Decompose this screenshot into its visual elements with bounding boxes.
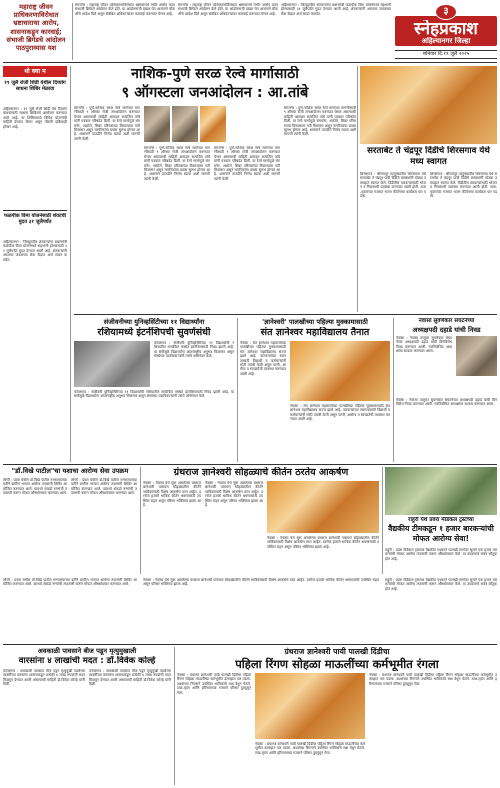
newasa-body-2: नेवासा : नेवासा तालुका सुवर्णकार संघटनेच्या अध्यक्षपदी दहाडे यांची बिनविरोध निवड करण्यात आली. नवनिर्वाचित अध्यक्षांचा सत्कार करण्यात आला.: [396, 398, 497, 407]
left-item3-body-col3: लोणी : प्रवरा येथील डॉ.विखे पाटील रुग्णालयाच्या वतीने ग्रामीण भागात आरोग्य तपासणी शिबिर आयोजित करण्यात आले. यामध्ये शेकडो रुग्णांची तपासणी करून मोफत औषधोपचार करण्यात आले.: [3, 578, 137, 587]
gyandev-body-col4: नेवासा : नेवासा येथे सुरू असलेल्या ग्रंथराज ज्ञानेश्वरी पारायण सोहळ्यातील कीर्तने भाविकांसाठी विशेष आकर्षण ठरत आहेत. दररोज हजारो भाविक कीर्तन श्रवणासाठी उपस्थित राहत असून परिसर भक्तिमय झाला आहे.: [143, 578, 379, 587]
russia-body-col2: कोपरगाव : संजीवनी युनिव्हर्सिटीच्या ११ विद्यार्थ्यांची रशियातील नामांकित संस्थेत इंटर्नशिपसाठी निवड झाली आहे. या संधीमुळे विद्यार्थ्यांना आंतरराष्ट्रीय अनुभव मिळणार असून संस्थेच्या पदाधिकाऱ्यांनी त्यांचे अभिनंदन केले.: [74, 390, 234, 399]
col-divider: [393, 318, 394, 462]
lead-body-col2: संगमनेर : पुणे-नाशिक सरळ रेल्वे मार्गाच्या मागणीसाठी ९ ऑगस्ट रोजी जनआंदोलन करण्यात येणार असल्याची माहिती आमदार सत्यजित तांबे यांनी पत्रकार परिषदेत दिली. या रेल्वे मार्गामुळे संगमनेर, अकोले, सिन्नर परिसराच्या विकासाला गती मिळणार असून नागरिकांचा प्रवास सुलभ होणार आहे. शासनाने तातडीने निर्णय घ्यावा अशी मागणी त्यांनी केली.: [144, 146, 210, 181]
left-item1-headline: १९ जुलै रोजी शिर्डी येथील दिव्यांग साधना शिबिर मेळावा: [4, 80, 66, 93]
col-divider: [70, 66, 71, 462]
divider: [3, 464, 497, 465]
col-divider: [382, 467, 383, 574]
ringan-body-col1: नेवासा : ग्रंथराज ज्ञानेश्वरी पायी पालखी दिंडीचा पहिला रिंगण सोहळा माऊलींच्या कर्मभूमीत उत्साहात पार पडला. अश्वांच्या रिंगणाने उपस्थित भाविकांचे लक्ष वेधून घेतले. टाळ-मृदंग आणि हरिनामाच्या गजराने परिसर दुमदुमून गेला.: [177, 673, 251, 695]
gyandev-photo: [267, 481, 379, 533]
left-item2-headline: फळपीक विमा योजनेसाठी शेवटची मुदत ३१ जुलैपर्यंत: [4, 213, 66, 226]
left-item3-body-col1: लोणी : प्रवरा येथील डॉ.विखे पाटील रुग्णालयाच्या वतीने ग्रामीण भागात आरोग्य तपासणी शिबिर आयोजित करण्यात आले. यामध्ये शेकडो रुग्णांची तपासणी करून मोफत औषधोपचार करण्यात आले.: [3, 478, 67, 496]
col-divider: [72, 3, 73, 60]
russia-body-col1: कोपरगाव : संजीवनी युनिव्हर्सिटीच्या ११ विद्यार्थ्यांची रशियातील नामांकित संस्थेत इंटर्नशिपसाठी निवड झाली आहे. या संधीमुळे विद्यार्थ्यांना आंतरराष्ट्रीय अनुभव मिळणार असून संस्थेच्या पदाधिकाऱ्यांनी त्यांचे अभिनंदन केले.: [154, 341, 234, 359]
rahuri-body-2: राहुरी : प्रवरा मेडिकल ट्रस्टच्या वैद्यकीय पथकाने पालखी मार्गावर सुमारे एक हजार वारकऱ्यांची मोफत आरोग्य तपासणी करून औषधोपचार केले. या उपक्रमाचे सर्वत्र कौतुक होत आहे.: [385, 578, 497, 591]
right-story-body-col1: शिरसगाव : श्रीरामपूर तालुक्यातील शिरसगाव येथे सरताबेट ते चंद्रपूर पायी दिंडीचे ग्रामस्थांनी मोठ्या उत्साहात स्वागत केले. दिंडीतील वारकऱ्यांसाठी भोजन व निवासाची व्यवस्था करण्यात आली होती. टाळ-मृदंगाच्या गजरात भजन कीर्तनाचा कार्यक्रम पार पडला.: [360, 172, 426, 199]
col-divider: [357, 66, 358, 312]
divider: [74, 314, 497, 315]
kolhe-body-col2: कोपरगाव : अवकाळी पावसात वीज पडून मृत्युमुखी पडलेल्या व्यक्तींच्या वारसांना शासनाकडून प्रत्येकी ४ लाख रुपयांची मदत मिळवून देण्यात आली असल्याची माहिती डॉ.विवेक कोल्हे यांनी दिली.: [89, 669, 171, 687]
rahuri-headline: वैद्यकीय टीमकडून १ हजार बारकऱ्यांची मोफत आरोग्य सेवा!: [388, 524, 494, 543]
ringan-headline: पहिला रिंगण सोहळा माऊलींच्या कर्मभूमीत रंगला: [235, 657, 439, 671]
russia-headline: रशियामध्ये इंटर्नशिपची सुवर्णसंधी: [97, 327, 211, 338]
masthead: [395, 4, 497, 60]
lead-body-col4: संगमनेर : पुणे-नाशिक सरळ रेल्वे मार्गाच्या मागणीसाठी ९ ऑगस्ट रोजी जनआंदोलन करण्यात येणार असल्याची माहिती आमदार सत्यजित तांबे यांनी पत्रकार परिषदेत दिली. या रेल्वे मार्गामुळे संगमनेर, अकोले, सिन्नर परिसराच्या विकासाला गती मिळणार असून नागरिकांचा प्रवास सुलभ होणार आहे. शासनाने तातडीने निर्णय घ्यावा अशी मागणी त्यांनी केली.: [284, 106, 356, 137]
right-story-headline: सरताबेट ते चंद्रपूर दिंडीचे शिरसगाव येथे मध्य स्वागत: [367, 146, 490, 167]
center-body-col1: नेवासा : संत ज्ञानेश्वर महाराजांच्या पालखीच्या पहिल्या मुक्कामासाठी संत ज्ञानेश्वर महाविद्यालय सज्ज झाले आहे. वारकऱ्यांच्या स्वागतासाठी विद्यार्थी व कर्मचाऱ्यांनी मोठी तयारी केली असून पाणी, आरोग्य व स्वच्छतेची व्यवस्था करण्यात आली आहे.: [240, 341, 286, 376]
left-item2-body: अहिल्यानगर : जिल्ह्यातील शेतकऱ्यांना प्रधानमंत्री फळपीक विमा योजनेमध्ये सहभागी होण्यासाठी ३१ जुलैपर्यंत मुदत देण्यात आली आहे. शेतकऱ्यांनी आपल्या जवळच्या सेवा केंद्रात अर्ज सादर करावेत.: [3, 240, 67, 262]
lead-kicker: नाशिक-पुणे सरळ रेल्वे मार्गासाठी: [131, 66, 299, 82]
palkhi-photo: [290, 341, 390, 401]
rahuri-body: राहुरी : प्रवरा मेडिकल ट्रस्टच्या वैद्यकीय पथकाने पालखी मार्गावर सुमारे एक हजार वारकऱ्यांची मोफत आरोग्य तपासणी करून औषधोपचार केले. या उपक्रमाचे सर्वत्र कौतुक होत आहे.: [385, 548, 497, 561]
kolhe-body-col1: कोपरगाव : अवकाळी पावसात वीज पडून मृत्युमुखी पडलेल्या व्यक्तींच्या वारसांना शासनाकडून प्रत्येकी ४ लाख रुपयांची मदत मिळवून देण्यात आली असल्याची माहिती डॉ.विवेक कोल्हे यांनी दिली.: [3, 669, 85, 687]
center-kicker: 'ज्ञानेश्वरी' पालखीच्या पहिल्या मुक्कामासाठी: [262, 318, 368, 326]
gyandev-body-col1: नेवासा : नेवासा येथे सुरू असलेल्या ग्रंथराज ज्ञानेश्वरी पारायण सोहळ्यातील कीर्तने भाविकांसाठी विशेष आकर्षण ठरत आहेत. दररोज हजारो भाविक कीर्तन श्रवणासाठी उपस्थित राहत असून परिसर भक्तिमय झाला आहे.: [143, 481, 201, 508]
mla-photo-2: [172, 106, 198, 142]
masthead-title: स्नेहप्रकाश: [414, 20, 478, 38]
top-left-brief-body: संगमनेर : महाराष्ट्र जीवन प्राधिकरणाविरोधात भ्रष्टाचाराचे गंभीर आरोप करत संभाजी ब्रिगेडने आंदोलन केले होते. या आंदोलनाची दखल घेत शासनाने चौकशीचे आदेश दिले असून संबंधित अधिकाऱ्यांवर कारवाई करण्यात येणार आहे.: [75, 3, 175, 16]
ringan-photo: [255, 673, 365, 739]
newasa-kicker: नेवासा सुवर्णकार संघटनेच्या: [418, 318, 475, 324]
ringan-body-col2: नेवासा : ग्रंथराज ज्ञानेश्वरी पायी पालखी दिंडीचा पहिला रिंगण सोहळा माऊलींच्या कर्मभूमीत उत्साहात पार पडला. अश्वांच्या रिंगणाने उपस्थित भाविकांचे लक्ष वेधून घेतले. टाळ-मृदंग आणि हरिनामाच्या गजराने परिसर दुमदुमून गेला.: [255, 742, 365, 755]
mla-photo-3: [200, 106, 226, 142]
lead-body-col3: संगमनेर : पुणे-नाशिक सरळ रेल्वे मार्गाच्या मागणीसाठी ९ ऑगस्ट रोजी जनआंदोलन करण्यात येणार असल्याची माहिती आमदार सत्यजित तांबे यांनी पत्रकार परिषदेत दिली. या रेल्वे मार्गामुळे संगमनेर, अकोले, सिन्नर परिसराच्या विकासाला गती मिळणार असून नागरिकांचा प्रवास सुलभ होणार आहे. शासनाने तातडीने निर्णय घ्यावा अशी मागणी त्यांनी केली.: [214, 146, 280, 181]
left-item1-body: अहिल्यानगर : १९ जुलै रोजी शिर्डी येथे दिव्यांग बांधवांसाठी साधना शिबिराचे आयोजन करण्यात आले आहे. या शिबिरामध्ये विविध योजनांची माहिती देण्यात येणार असून नोंदणी प्रक्रियाही होणार आहे.: [3, 107, 67, 129]
right-story-body-col2: शिरसगाव : श्रीरामपूर तालुक्यातील शिरसगाव येथे सरताबेट ते चंद्रपूर पायी दिंडीचे ग्रामस्थांनी मोठ्या उत्साहात स्वागत केले. दिंडीतील वारकऱ्यांसाठी भोजन व निवासाची व्यवस्था करण्यात आली होती. टाळ-मृदंगाच्या गजरात भजन कीर्तनाचा कार्यक्रम पार पडला.: [430, 172, 497, 199]
newasa-body: नेवासा : नेवासा तालुका सुवर्णकार संघटनेच्या अध्यक्षपदी दहाडे यांची बिनविरोध निवड करण्यात आली. नवनिर्वाचित अध्यक्षांचा सत्कार करण्यात आला.: [396, 336, 452, 354]
top-col-3: अहिल्यानगर : जिल्ह्यातील शेतकऱ्यांना प्रधानमंत्री फळपीक विमा योजनेमध्ये सहभागी होण्यासाठी ३१ जुलैपर्यंत मुदत देण्यात आली आहे. शेतकऱ्यांनी आपल्या जवळच्या सेवा केंद्रात अर्ज सादर करावेत.: [281, 3, 391, 16]
page-number-badge: ३: [435, 4, 457, 20]
col-divider: [174, 647, 175, 785]
top-col-2: संगमनेर : महाराष्ट्र जीवन प्राधिकरणाविरोधात भ्रष्टाचाराचे गंभीर आरोप करत संभाजी ब्रिगेडने आंदोलन केले होते. या आंदोलनाची दखल घेत शासनाने चौकशीचे आदेश दिले असून संबंधित अधिकाऱ्यांवर कारवाई करण्यात येणार आहे.: [178, 3, 278, 16]
gyandev-body-col2: नेवासा : नेवासा येथे सुरू असलेल्या ग्रंथराज ज्ञानेश्वरी पारायण सोहळ्यातील कीर्तने भाविकांसाठी विशेष आकर्षण ठरत आहेत. दररोज हजारो भाविक कीर्तन श्रवणासाठी उपस्थित राहत असून परिसर भक्तिमय झाला आहे.: [205, 481, 263, 508]
newasa-portrait: [456, 336, 497, 376]
russia-kicker: संजीवनीच्या युनिव्हर्सिटीच्या ११ विद्यार्थ्यांना: [103, 318, 205, 326]
center-headline: संत ज्ञानेश्वर महाविद्यालय तैनात: [260, 327, 370, 338]
center-body-col2: नेवासा : संत ज्ञानेश्वर महाराजांच्या पालखीच्या पहिल्या मुक्कामासाठी संत ज्ञानेश्वर महाविद्यालय सज्ज झाले आहे. वारकऱ्यांच्या स्वागतासाठी विद्यार्थी व कर्मचाऱ्यांनी मोठी तयारी केली असून पाणी, आरोग्य व स्वच्छतेची व्यवस्था करण्यात आली आहे.: [290, 404, 390, 422]
kolhe-kicker: अवकाळी पावसाने बीज पडून मृत्युमुखाली: [37, 647, 137, 655]
divider: [3, 644, 497, 645]
left-item3-body-col2: लोणी : प्रवरा येथील डॉ.विखे पाटील रुग्णालयाच्या वतीने ग्रामीण भागात आरोग्य तपासणी शिबिर आयोजित करण्यात आले. यामध्ये शेकडो रुग्णांची तपासणी करून मोफत औषधोपचार करण्यात आले.: [71, 478, 137, 496]
divider: [3, 210, 67, 211]
rahuri-photo: [385, 467, 497, 515]
col-divider: [237, 318, 238, 462]
col-divider: [140, 467, 141, 574]
news-section-label: थो क्या म: [3, 66, 67, 77]
ringan-kicker: ग्रंथराज ज्ञानेश्वरी पायी पालखी दिंडीचा: [284, 647, 390, 656]
ringan-body-col3: नेवासा : ग्रंथराज ज्ञानेश्वरी पायी पालखी दिंडीचा पहिला रिंगण सोहळा माऊलींच्या कर्मभूमीत उत्साहात पार पडला. अश्वांच्या रिंगणाने उपस्थित भाविकांचे लक्ष वेधून घेतले. टाळ-मृदंग आणि हरिनामाच्या गजराने परिसर दुमदुमून गेला.: [369, 673, 497, 686]
date-line: शनिवार दि.१९ जुलै २०२५: [395, 50, 497, 59]
lead-headline: ९ ऑगस्टला जनआंदोलन : आ.तांबे: [121, 85, 309, 101]
divider: [3, 62, 497, 63]
top-left-brief-headline: महाराष्ट्र जीवन प्राधिकरणाविरोधात भ्रष्टाचाराचा आरोप, शासनाकडून कारवाई; संभाजी ब्रिगेडचे आंदोलन पाठपुराव्यास यश: [6, 3, 66, 53]
mla-photo-1: [144, 106, 170, 142]
students-photo: [74, 341, 150, 387]
masthead-subtitle: अहिल्यानगर जिल्हा: [421, 37, 471, 45]
gyandev-body-col3: नेवासा : नेवासा येथे सुरू असलेल्या ग्रंथराज ज्ञानेश्वरी पारायण सोहळ्यातील कीर्तने भाविकांसाठी विशेष आकर्षण ठरत आहेत. दररोज हजारो भाविक कीर्तन श्रवणासाठी उपस्थित राहत असून परिसर भक्तिमय झाला आहे.: [267, 536, 379, 549]
kolhe-headline: वारसांना ४ लाखांची मदत : डॉ.विवेक कोल्हे: [18, 656, 156, 666]
lead-body-col1: संगमनेर : पुणे-नाशिक सरळ रेल्वे मार्गाच्या मागणीसाठी ९ ऑगस्ट रोजी जनआंदोलन करण्यात येणार असल्याची माहिती आमदार सत्यजित तांबे यांनी पत्रकार परिषदेत दिली. या रेल्वे मार्गामुळे संगमनेर, अकोले, सिन्नर परिसराच्या विकासाला गती मिळणार असून नागरिकांचा प्रवास सुलभ होणार आहे. शासनाने तातडीने निर्णय घ्यावा अशी मागणी त्यांनी केली.: [74, 106, 140, 141]
gyandev-headline: ग्रंथराज ज्ञानेश्वरी सोहळ्याचे कीर्तन ठरतेय आकर्षण: [173, 467, 349, 478]
rahuri-kicker: राहुरी येथे प्रवरा मेडिकल ट्रस्टच्या: [408, 517, 474, 523]
dindi-photo: [360, 66, 497, 144]
left-item3-headline: "डॉ.विखे पाटील"चा यशाचा आरोग्य सेवा उपक्रम: [11, 467, 129, 475]
newasa-headline: अध्यक्षपदी दहाडे यांची निवड: [412, 326, 481, 334]
